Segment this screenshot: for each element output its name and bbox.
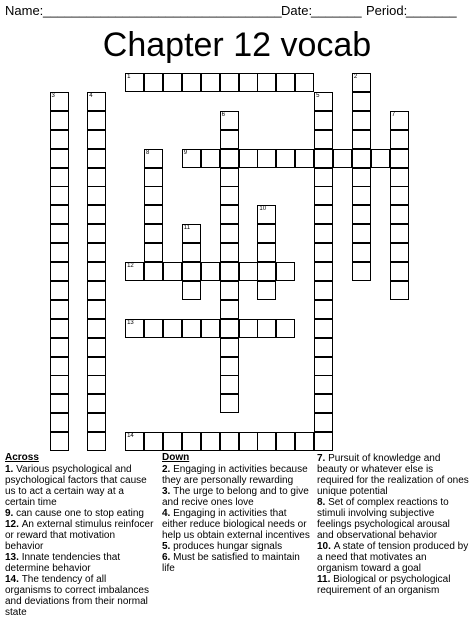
crossword-cell[interactable] [144,432,163,451]
crossword-cell[interactable] [352,205,371,224]
crossword-cell[interactable] [144,243,163,262]
clue-number: 11. [317,574,334,585]
crossword-cell[interactable] [182,432,201,451]
crossword-cell[interactable] [390,281,409,300]
crossword-cell[interactable] [50,300,69,319]
crossword-cell[interactable] [352,262,371,281]
crossword-cell[interactable] [87,394,106,413]
clue-number: 14. [5,574,22,585]
crossword-cell[interactable] [182,224,201,243]
cell-number: 14 [127,433,134,440]
cell-number: 3 [51,92,55,99]
crossword-cell[interactable] [50,357,69,376]
clue-text: produces hungar signals [173,541,283,552]
crossword-cell[interactable] [182,243,201,262]
crossword-cell[interactable] [87,432,106,451]
crossword-cell[interactable] [50,281,69,300]
clue-text: Engaging in activities that either reduce biological needs or help us obtain external incentives [162,508,310,541]
crossword-cell[interactable] [257,432,276,451]
cell-number: 13 [127,319,134,326]
date-label: Date: [281,3,313,18]
period-field[interactable]: _______ [406,3,457,18]
crossword-cell[interactable] [276,73,295,92]
clue-text: Must be satisfied to maintain life [162,552,300,574]
clue-text: Innate tendencies that determine behavior [5,552,121,574]
crossword-cell[interactable] [220,111,239,130]
clue-number: 1. [5,464,17,475]
crossword-cell[interactable] [276,432,295,451]
crossword-cell[interactable] [390,243,409,262]
cell-number: 12 [127,263,134,269]
crossword-cell[interactable] [50,319,69,338]
crossword-cell[interactable] [220,186,239,205]
clue-number: 4. [162,508,174,519]
crossword-cell[interactable] [50,92,69,111]
cell-number: 6 [221,111,225,118]
crossword-cell[interactable] [144,149,163,168]
cell-number: 9 [183,149,188,156]
cell-number: 8 [146,149,150,156]
name-field[interactable]: _________________________________ [43,3,282,18]
crossword-cell[interactable] [314,92,333,111]
crossword-cell[interactable] [314,224,333,243]
crossword-cell[interactable] [201,73,220,92]
crossword-cell[interactable] [314,168,333,187]
crossword-cell[interactable] [276,262,295,281]
crossword-cell[interactable] [182,262,201,281]
crossword-cell[interactable] [220,168,239,187]
crossword-cell[interactable] [333,149,352,168]
crossword-cell[interactable] [352,224,371,243]
crossword-cell[interactable] [163,432,182,451]
clue-number: 2. [162,464,174,475]
clue-number: 3. [162,486,174,497]
crossword-cell[interactable] [50,338,69,357]
crossword-cell[interactable] [390,130,409,149]
crossword-cell[interactable] [125,262,144,281]
crossword-cell[interactable] [257,73,276,92]
clue-text: Engaging in activities because they are personally rewarding [162,464,308,486]
crossword-cell[interactable] [50,262,69,281]
crossword-cell[interactable] [390,262,409,281]
down-clues-left [162,452,310,574]
clue-item [162,508,310,541]
crossword-cell[interactable] [390,149,409,168]
crossword-cell[interactable] [295,432,314,451]
crossword-cell[interactable] [239,432,258,451]
crossword-cell[interactable] [87,338,106,357]
clue-item [162,541,310,552]
crossword-cell[interactable] [144,186,163,205]
crossword-cell[interactable] [144,73,163,92]
clue-item [317,541,469,574]
clue-text: can cause one to stop eating [16,508,144,519]
clue-item [317,497,469,541]
crossword-cell[interactable] [87,319,106,338]
clue-item [5,552,155,574]
crossword-cell[interactable] [50,375,69,394]
crossword-cell[interactable] [257,149,276,168]
crossword-cell[interactable] [314,357,333,376]
crossword-cell[interactable] [390,186,409,205]
clue-number: 8. [317,497,329,508]
crossword-cell[interactable] [50,111,69,130]
crossword-cell[interactable] [390,168,409,187]
crossword-cell[interactable] [201,262,220,281]
crossword-cell[interactable] [390,111,409,130]
crossword-cell[interactable] [220,130,239,149]
clue-number: 6. [162,552,174,563]
crossword-cell[interactable] [50,205,69,224]
crossword-cell[interactable] [276,149,295,168]
crossword-cell[interactable] [87,262,106,281]
crossword-cell[interactable] [314,262,333,281]
period-label: Period: [366,3,408,18]
clue-item [5,574,155,618]
crossword-cell[interactable] [163,319,182,338]
crossword-cell[interactable] [295,149,314,168]
crossword-cell[interactable] [257,281,276,300]
clue-item [162,552,310,574]
crossword-cell[interactable] [87,281,106,300]
crossword-cell[interactable] [314,243,333,262]
page-title: Chapter 12 vocab [102,26,372,64]
crossword-cell[interactable] [220,319,239,338]
crossword-cell[interactable] [314,281,333,300]
clue-item [5,508,155,519]
down-heading: Down [162,452,190,463]
crossword-cell[interactable] [163,262,182,281]
crossword-cell[interactable] [314,300,333,319]
clue-number: 9. [5,508,17,519]
crossword-cell[interactable] [352,186,371,205]
crossword-cell[interactable] [50,394,69,413]
clue-item [317,453,469,497]
crossword-cell[interactable] [144,262,163,281]
down-clues-right [317,453,469,596]
clue-text: The tendency of all organisms to correct imbalances and deviations from their normal state [5,574,149,618]
crossword-cell[interactable] [50,413,69,432]
clue-number: 12. [5,519,22,530]
clue-text: Set of complex reactions to stimuli involving subjective feelings psychological arousal and observational behavior [317,497,450,541]
clue-item [162,486,310,508]
crossword-cell[interactable] [220,375,239,394]
crossword-cell[interactable] [352,149,371,168]
clue-item [5,519,155,552]
across-clues [5,452,155,618]
date-field[interactable]: _______ [311,3,362,18]
crossword-cell[interactable] [352,111,371,130]
crossword-cell[interactable] [182,73,201,92]
crossword-cell[interactable] [50,243,69,262]
crossword-cell[interactable] [314,394,333,413]
crossword-cell[interactable] [87,300,106,319]
name-label: Name: [5,3,44,18]
crossword-cell[interactable] [352,130,371,149]
crossword-cell[interactable] [144,168,163,187]
clue-item [162,464,310,486]
cell-number: 4 [89,92,93,99]
crossword-cell[interactable] [314,319,333,338]
crossword-cell[interactable] [182,149,201,168]
crossword-cell[interactable] [50,432,69,451]
clue-text: Various psychological and psychological factors that cause us to act a certain way at a certain time [5,464,147,508]
crossword-cell[interactable] [144,319,163,338]
crossword-cell[interactable] [50,149,69,168]
crossword-cell[interactable] [220,281,239,300]
crossword-cell[interactable] [87,186,106,205]
clue-number: 7. [317,453,329,464]
cell-number: 10 [259,206,267,213]
crossword-cell[interactable] [239,73,258,92]
crossword-cell[interactable] [50,168,69,187]
crossword-cell[interactable] [87,111,106,130]
crossword-cell[interactable] [220,394,239,413]
crossword-cell[interactable] [87,168,106,187]
crossword-cell[interactable] [352,243,371,262]
crossword-cell[interactable] [220,73,239,92]
crossword-cell[interactable] [87,357,106,376]
crossword-cell[interactable] [163,73,182,92]
crossword-cell[interactable] [352,92,371,111]
crossword-cell[interactable] [220,149,239,168]
crossword-cell[interactable] [220,338,239,357]
crossword-cell[interactable] [220,357,239,376]
crossword-cell[interactable] [352,168,371,187]
crossword-cell[interactable] [87,413,106,432]
crossword-cell[interactable] [220,205,239,224]
crossword-cell[interactable] [239,149,258,168]
crossword-cell[interactable] [50,186,69,205]
cell-number: 2 [353,74,358,80]
crossword-cell[interactable] [220,262,239,281]
crossword-cell[interactable] [371,149,390,168]
crossword-cell[interactable] [87,92,106,111]
crossword-cell[interactable] [87,205,106,224]
crossword-cell[interactable] [314,149,333,168]
crossword-cell[interactable] [220,432,239,451]
crossword-cell[interactable] [390,224,409,243]
cell-number: 5 [316,92,320,99]
crossword-cell[interactable] [220,300,239,319]
crossword-cell[interactable] [144,205,163,224]
crossword-cell[interactable] [314,432,333,451]
clue-text: Pursuit of knowledge and beauty or whatever else is required for the realization of ones unique potential [317,453,469,497]
crossword-cell[interactable] [125,432,144,451]
clue-text: Biological or psychological requirement of an organism [317,574,451,596]
crossword-cell[interactable] [220,243,239,262]
clue-text: An external stimulus reinfocer or reward that motivation behavior [5,519,154,552]
across-heading: Across [5,452,39,463]
crossword-cell[interactable] [314,375,333,394]
crossword-cell[interactable] [201,319,220,338]
crossword-cell[interactable] [87,375,106,394]
cell-number: 1 [127,74,131,80]
crossword-cell[interactable] [50,224,69,243]
crossword-cell[interactable] [295,73,314,92]
crossword-cell[interactable] [87,243,106,262]
clue-text: A state of tension produced by a need that motivates an organism toward a goal [317,541,469,574]
crossword-cell[interactable] [257,243,276,262]
crossword-cell[interactable] [314,130,333,149]
crossword-cell[interactable] [257,205,276,224]
crossword-cell[interactable] [182,319,201,338]
crossword-cell[interactable] [314,111,333,130]
crossword-cell[interactable] [239,319,258,338]
clue-number: 10. [317,541,334,552]
crossword-cell[interactable] [220,224,239,243]
crossword-cell[interactable] [352,73,371,92]
cell-number: 11 [183,225,191,232]
crossword-cell[interactable] [50,130,69,149]
clue-text: The urge to belong and to give and recive ones love [162,486,309,508]
crossword-cell[interactable] [314,186,333,205]
crossword-cell[interactable] [257,224,276,243]
crossword-cell[interactable] [276,319,295,338]
clue-item [317,574,469,596]
clue-number: 5. [162,541,174,552]
crossword-cell[interactable] [125,319,144,338]
crossword-cell[interactable] [257,319,276,338]
clue-number: 13. [5,552,22,563]
crossword-cell[interactable] [314,205,333,224]
crossword-cell[interactable] [87,149,106,168]
crossword-cell[interactable] [144,224,163,243]
crossword-cell[interactable] [182,281,201,300]
crossword-cell[interactable] [314,338,333,357]
crossword-cell[interactable] [201,149,220,168]
crossword-cell[interactable] [314,413,333,432]
crossword-cell[interactable] [239,262,258,281]
crossword-cell[interactable] [125,73,144,92]
clue-item [5,464,155,508]
crossword-cell[interactable] [87,130,106,149]
crossword-cell[interactable] [257,262,276,281]
crossword-cell[interactable] [87,224,106,243]
crossword-cell[interactable] [390,205,409,224]
crossword-cell[interactable] [201,432,220,451]
cell-number: 7 [391,111,396,118]
